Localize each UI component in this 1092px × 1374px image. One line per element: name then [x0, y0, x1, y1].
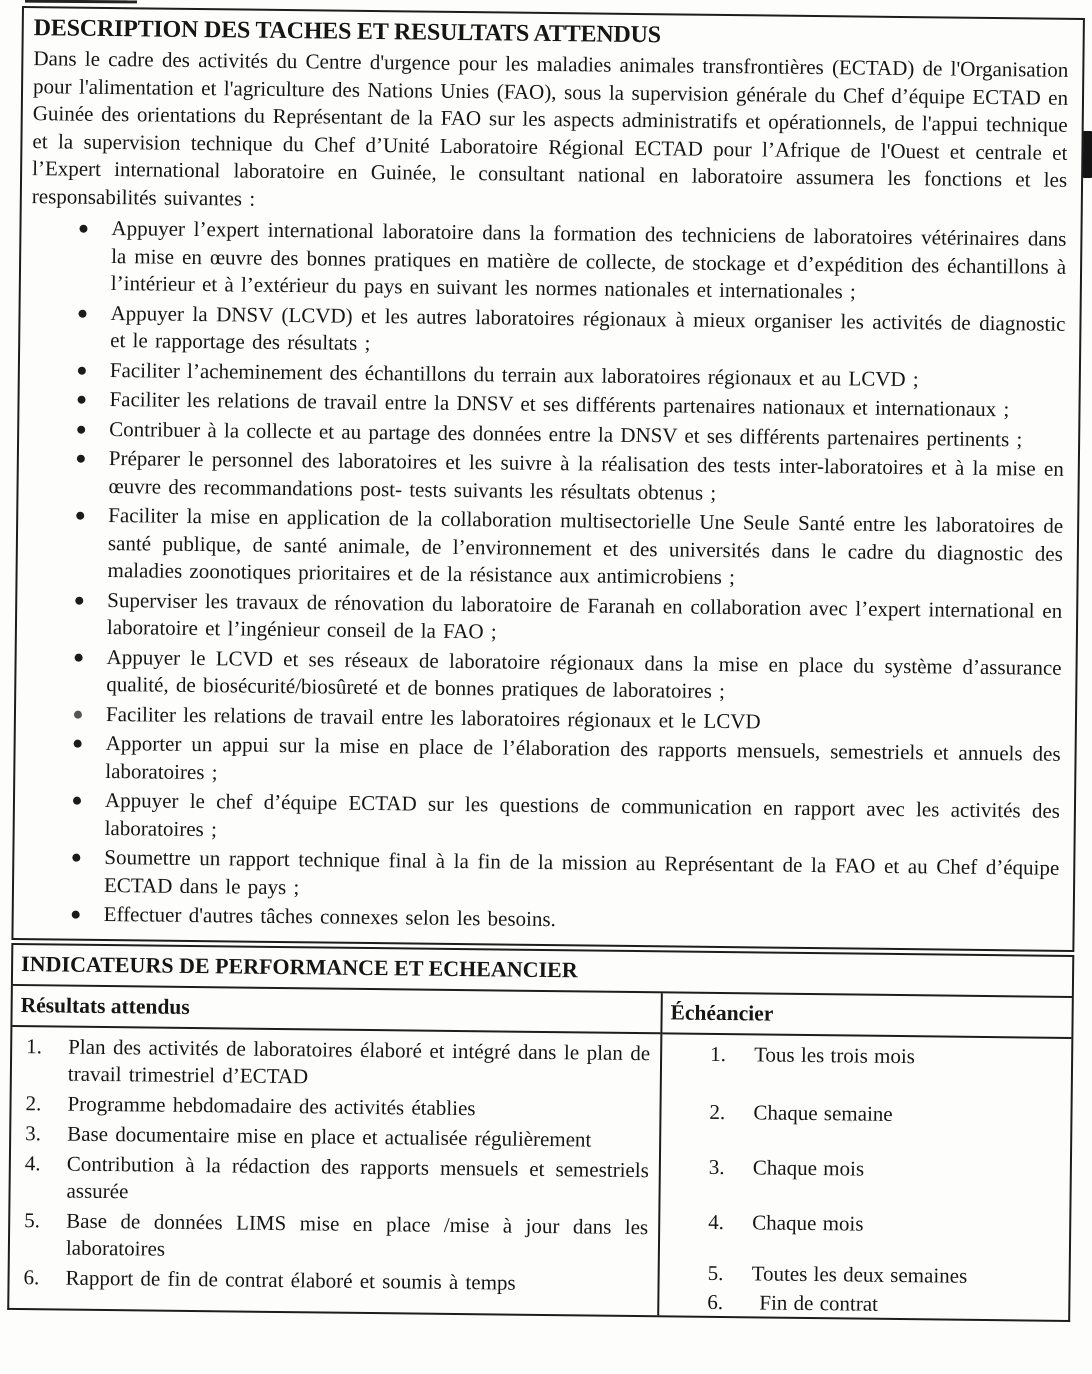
schedule-column: [659, 993, 1072, 1320]
task-item: Faciliter l’acheminement des échantillons du terrain aux laboratoires régionaux et au LCVD ;: [74, 356, 1065, 395]
task-item: Superviser les travaux de rénovation du laboratoire de Faranah en collaboration avec l’expert international en laboratoire et l’ingénieur conseil de la FAO ;: [71, 586, 1063, 652]
task-item: Faciliter les relations de travail entre la DNSV et ses différents partenaires nationaux et internationaux ;: [73, 386, 1064, 425]
task-item: Effectuer d'autres tâches connexes selon les besoins.: [68, 901, 1059, 940]
task-item: Faciliter les relations de travail entre les laboratoires régionaux et le LCVD: [70, 700, 1061, 739]
task-item: Faciliter la mise en application de la collaboration multisectorielle Une Seule Santé entre les laboratoires de santé publique, de santé animale, de l’environnement et des universités dans le cadre du diagnostic des maladies zoonotiques prioritaires et de la résistance aux antimicrobiens ;: [71, 502, 1063, 596]
schedule-item: Toutes les deux semaines: [751, 1260, 968, 1288]
result-item: Base documentaire mise en place et actualisée régulièrement: [67, 1121, 592, 1152]
results-list: [9, 1026, 660, 1304]
indicators-section-title: INDICATEURS DE PERFORMANCE ET ECHEANCIER: [11, 942, 1074, 997]
scan-artifact-right-blob: [1083, 131, 1092, 178]
tasks-section: [11, 6, 1085, 951]
schedule-item: Chaque semaine: [753, 1099, 893, 1126]
schedule-list: [659, 1034, 1071, 1320]
result-item: Programme hebdomadaire des activités établies: [67, 1091, 476, 1120]
scan-artifact-top-line: [25, 0, 137, 3]
indicators-table: [7, 985, 1074, 1321]
tasks-bullet-list: [24, 214, 1067, 939]
task-item: Appuyer le LCVD et ses réseaux de laboratoire régionaux dans la mise en place du système d’assurance qualité, de biosécurité/biosûreté et de bonnes pratiques de laboratoires ;: [70, 643, 1062, 709]
task-item: Contribuer à la collecte et au partage des données entre la DNSV et ses différents partenaires pertinents ;: [73, 415, 1064, 454]
results-column-header: Résultats attendus: [12, 985, 660, 1033]
tasks-section-title: DESCRIPTION DES TACHES ET RESULTATS ATTENDUS: [33, 15, 662, 49]
task-item: Appuyer le chef d’équipe ECTAD sur les questions de communication en rapport avec les activités des laboratoires ;: [69, 787, 1061, 853]
schedule-item: Tous les trois mois: [754, 1041, 916, 1068]
task-item: Soumettre un rapport technique final à la fin de la mission au Représentant de la FAO et au Chef d’équipe ECTAD dans le pays ;: [68, 844, 1060, 910]
result-item: Base de données LIMS mise en place /mise à jour dans les laboratoires: [65, 1208, 649, 1261]
task-item: Apporter un appui sur la mise en place de l’élaboration des rapports mensuels, semestriels et annuels des laboratoires ;: [69, 730, 1061, 796]
task-item: Appuyer l’expert international laboratoire dans la formation des techniciens de laboratoires vétérinaires dans la mise en œuvre des bonnes pratiques en matière de collecte, de stockage et d’expédition des échantillons à l’intérieur et à l’extérieur du pays en suivant les normes nationales et internationales ;: [75, 215, 1067, 309]
schedule-column-header: Échéancier: [662, 993, 1071, 1039]
result-item: Contribution à la rédaction des rapports mensuels et semestriels assurée: [66, 1151, 649, 1203]
task-item: Préparer le personnel des laboratoires et les suivre à la réalisation des tests inter-laboratoires et à la mise en œuvre des recommandations post- tests suivants les résultats obtenus ;: [72, 445, 1064, 511]
schedule-item: Fin de contrat: [759, 1289, 879, 1316]
schedule-item: Chaque mois: [752, 1209, 864, 1236]
tasks-intro-paragraph: Dans le cadre des activités du Centre d'urgence pour les maladies animales transfrontières (ECTAD) de l'Organisation pour l'alimentation et l'agriculture des Nations Unies (FAO), sous la supervision générale du Chef d’équipe ECTAD en Guinée des orientations du Représentant de la FAO sur les aspects administratifs et opérationnels, de l'appui technique et la supervision technique du Chef d’Unité Laboratoire Régional ECTAD pour l’Afrique de l'Ouest et centrale et l’Expert international laboratoire en Guinée, le consultant national en laboratoire assumera les fonctions et les responsabilités suivantes :: [31, 46, 1069, 211]
schedule-item: Chaque mois: [752, 1154, 865, 1181]
task-item: Appuyer la DNSV (LCVD) et les autres laboratoires régionaux à mieux organiser les activités de diagnostic et le rapportage des résultats ;: [74, 299, 1066, 365]
result-item: Rapport de fin de contrat élaboré et soumis à temps: [65, 1265, 516, 1295]
result-item: Plan des activités de laboratoires élaboré et intégré dans le plan de travail trimestriel d’ECTAD: [67, 1034, 651, 1088]
scanned-document: [7, 6, 1085, 1321]
results-column: [9, 985, 663, 1314]
